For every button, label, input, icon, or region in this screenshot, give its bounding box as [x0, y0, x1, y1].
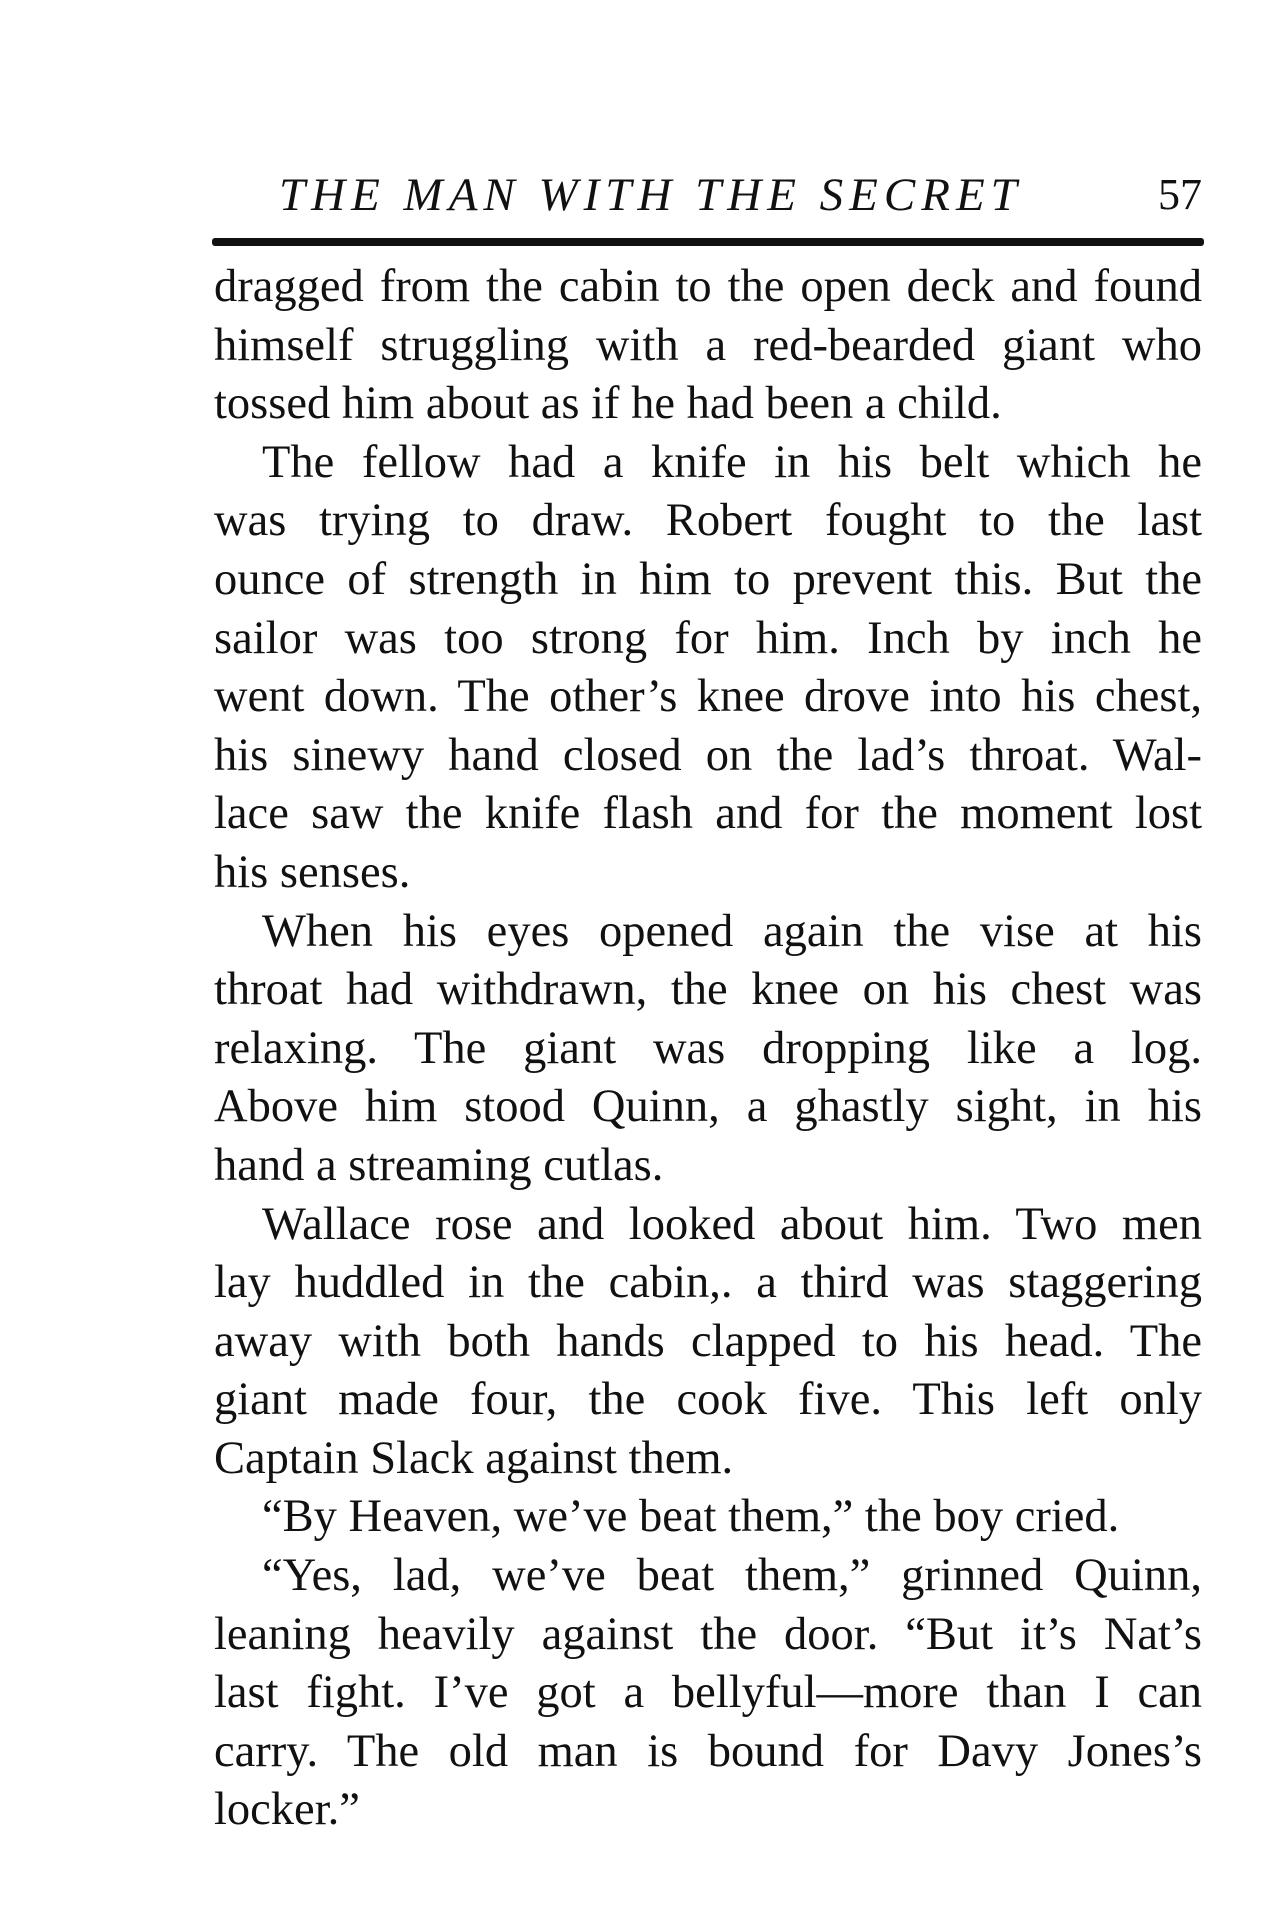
text-line: sailor was too strong for him. Inch by inch he [214, 612, 1202, 664]
text-line: Above him stood Quinn, a ghastly sight, in his [214, 1081, 1202, 1133]
paragraph [214, 1196, 1202, 1489]
text-line: was trying to draw. Robert fought to the last [214, 495, 1202, 547]
text-line: went down. The other’s knee drove into his chest, [214, 671, 1202, 723]
text-line: giant made four, the cook five. This left only [214, 1374, 1202, 1426]
paragraph [214, 1547, 1202, 1840]
text-line: his sinewy hand closed on the lad’s throat. Wal- [214, 729, 1202, 781]
text-line: last fight. I’ve got a bellyful—more than I can [214, 1667, 1202, 1719]
paragraph [214, 434, 1202, 903]
paragraph [214, 903, 1202, 1196]
text-line: The fellow had a knife in his belt which he [262, 436, 1202, 488]
text-line: Wallace rose and looked about him. Two men [262, 1198, 1202, 1250]
text-line: “By Heaven, we’ve beat them,” the boy cried. [262, 1491, 1120, 1543]
text-line: throat had withdrawn, the knee on his chest was [214, 964, 1202, 1016]
page-number: 57 [1158, 170, 1202, 219]
text-line: carry. The old man is bound for Davy Jones’s [214, 1725, 1202, 1777]
text-line: Captain Slack against them. [214, 1432, 734, 1484]
text-line: lay huddled in the cabin,. a third was staggering [214, 1257, 1202, 1309]
text-line: his senses. [214, 846, 411, 898]
running-title: THE MAN WITH THE SECRET [279, 169, 1023, 221]
text-line: dragged from the cabin to the open deck and found [214, 261, 1202, 312]
text-line: away with both hands clapped to his head. The [214, 1315, 1202, 1367]
text-line: lace saw the knife flash and for the moment lost [214, 788, 1202, 840]
text-line: leaning heavily against the door. “But it’s Nat’s [214, 1608, 1202, 1660]
text-line: himself struggling with a red-bearded giant who [214, 319, 1202, 371]
running-head [212, 165, 1202, 225]
text-line: When his eyes opened again the vise at his [262, 905, 1202, 957]
paragraph [214, 1488, 1202, 1547]
paragraph [214, 258, 1202, 434]
body-text [214, 258, 1202, 1840]
text-line: relaxing. The giant was dropping like a log. [214, 1022, 1202, 1074]
text-line: ounce of strength in him to prevent this. But the [214, 553, 1202, 605]
text-line: tossed him about as if he had been a child. [214, 378, 1002, 430]
text-line: hand a streaming cutlas. [214, 1139, 664, 1191]
header-rule [212, 238, 1204, 246]
text-line: “Yes, lad, we’ve beat them,” grinned Quinn, [262, 1550, 1202, 1602]
text-line: locker.” [214, 1784, 360, 1836]
